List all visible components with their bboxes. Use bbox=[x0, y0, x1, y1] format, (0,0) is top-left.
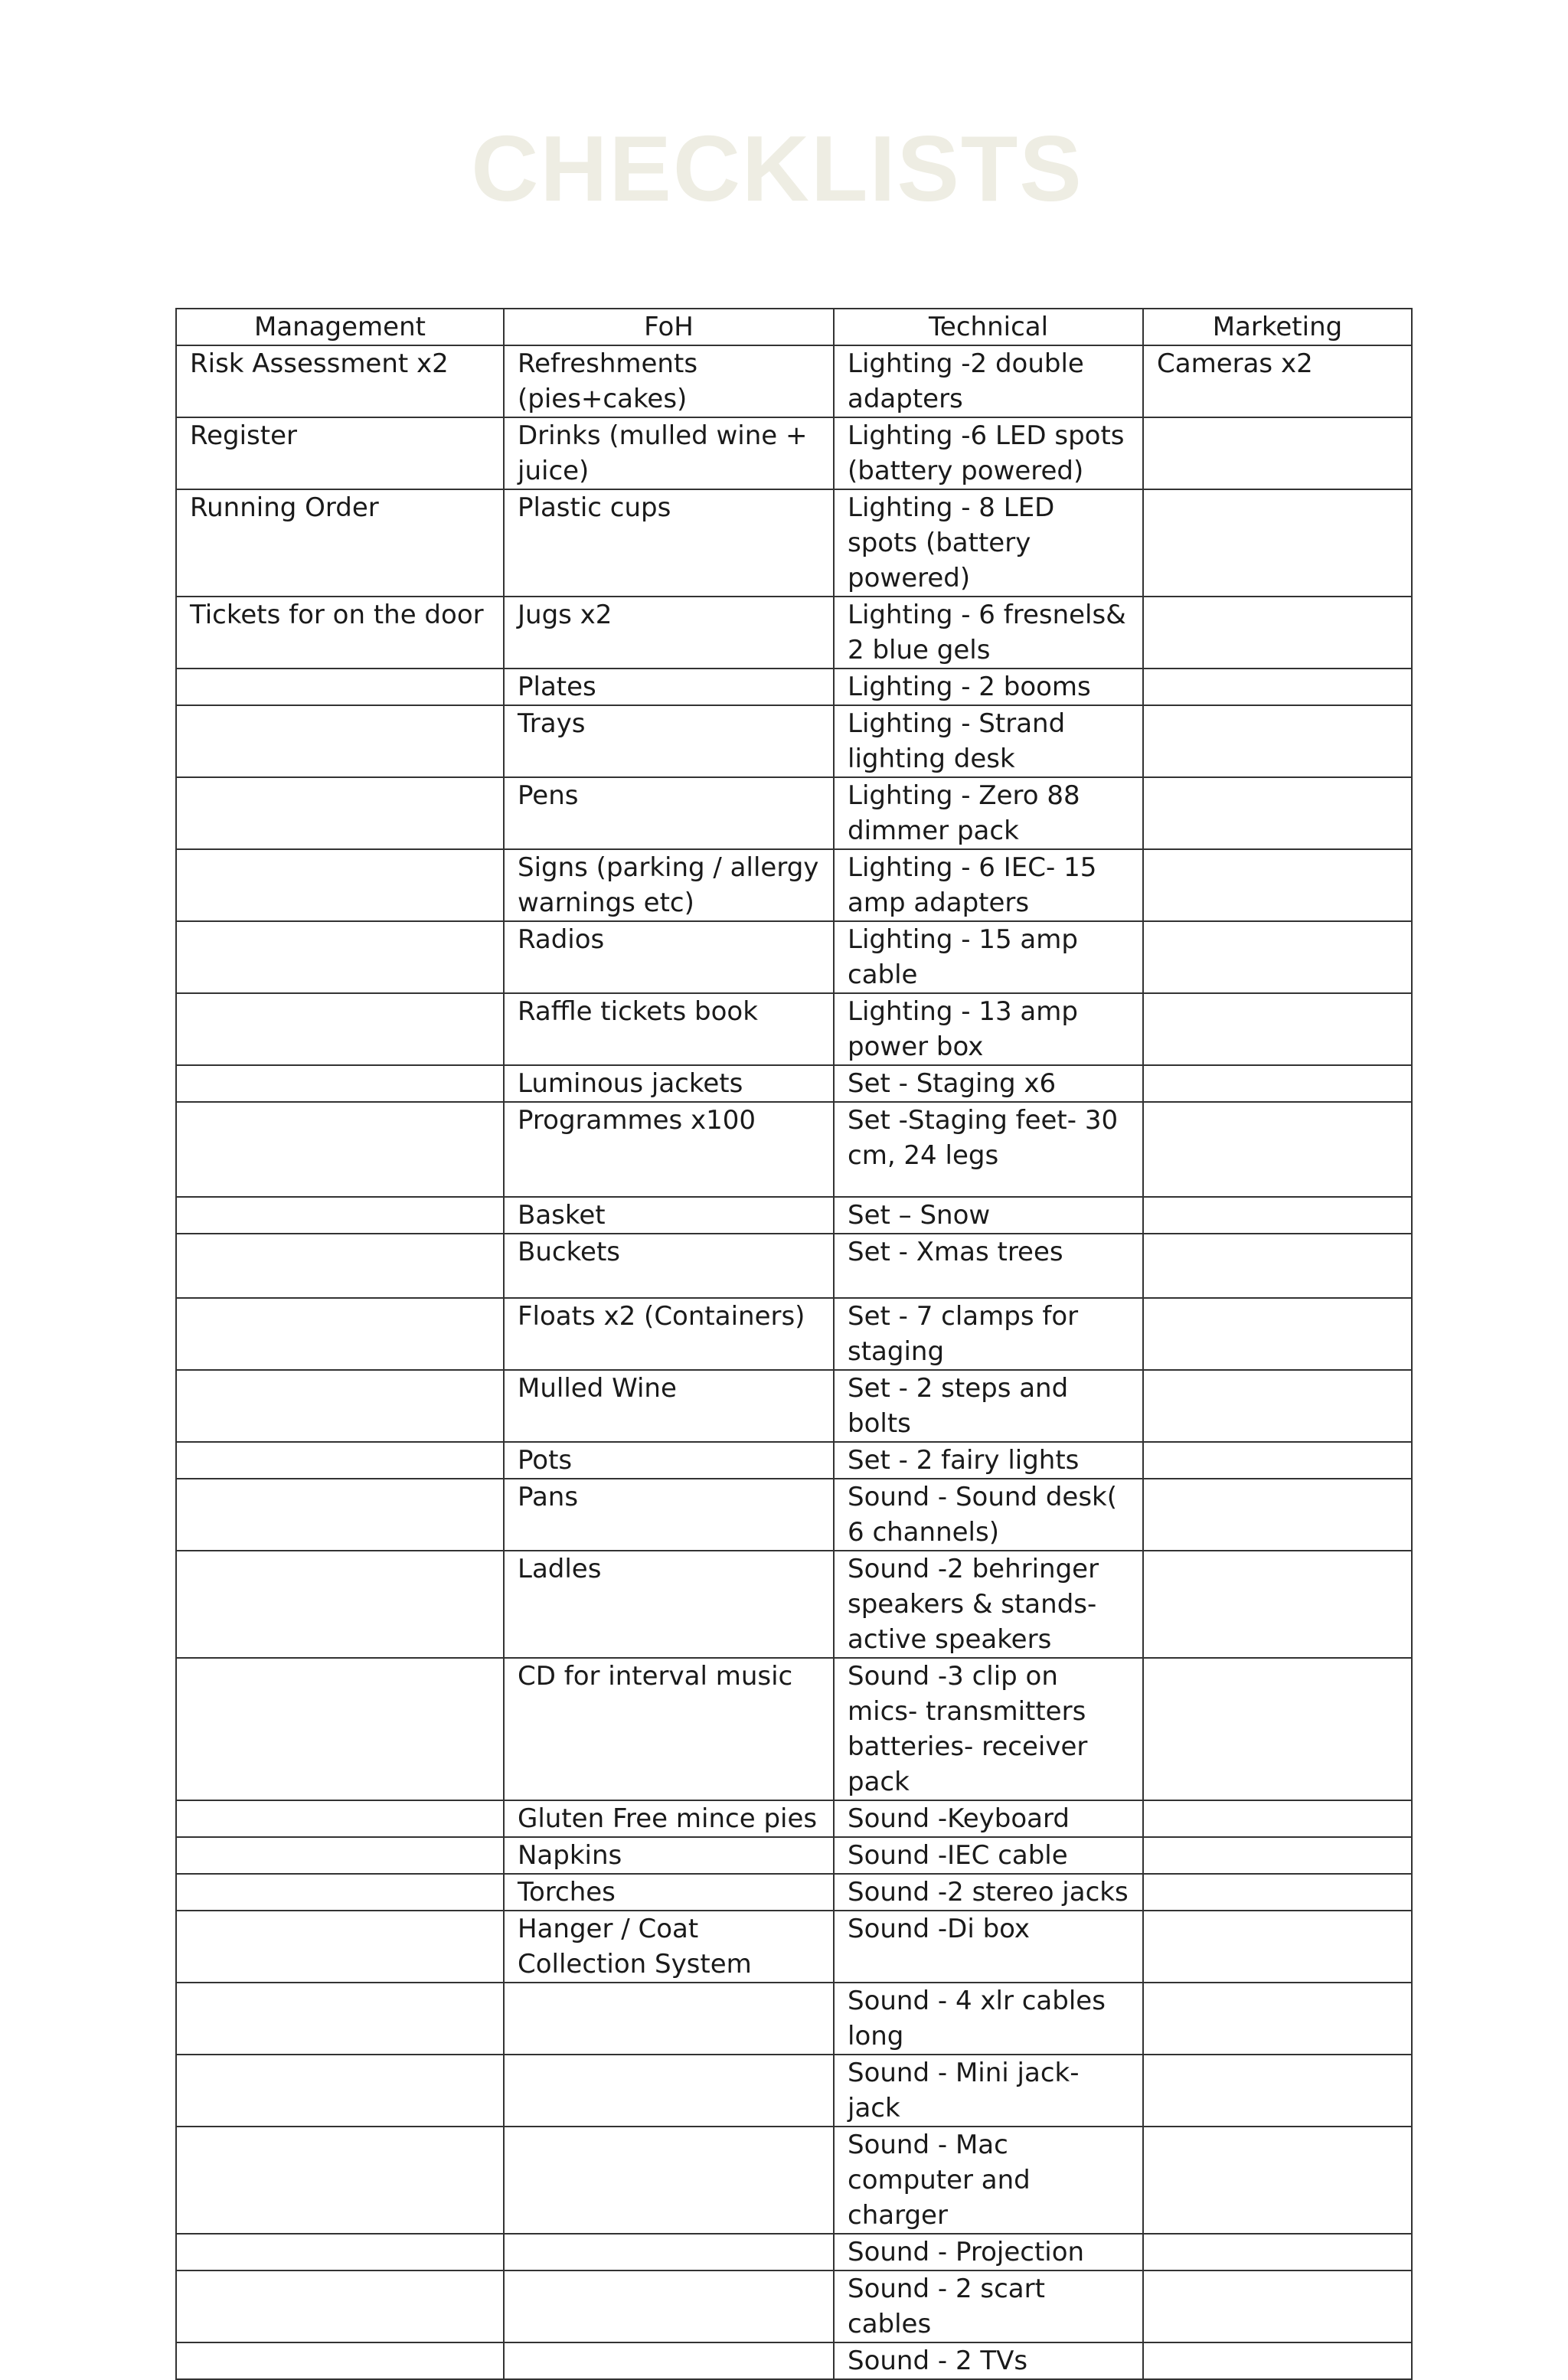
table-row bbox=[176, 921, 1412, 993]
cell-technical: Sound - 4 xlr cables long bbox=[834, 1983, 1143, 2055]
table-row bbox=[176, 345, 1412, 417]
cell-management bbox=[176, 1479, 504, 1551]
table-row bbox=[176, 849, 1412, 921]
column-header-foh: FoH bbox=[504, 309, 834, 345]
cell-marketing bbox=[1143, 1370, 1412, 1442]
cell-foh: Gluten Free mince pies bbox=[504, 1800, 834, 1837]
cell-marketing bbox=[1143, 2234, 1412, 2270]
cell-management bbox=[176, 1298, 504, 1370]
cell-foh: Signs (parking / allergy warnings etc) bbox=[504, 849, 834, 921]
cell-foh: Jugs x2 bbox=[504, 597, 834, 669]
cell-foh: Pans bbox=[504, 1479, 834, 1551]
cell-management bbox=[176, 669, 504, 705]
cell-management bbox=[176, 921, 504, 993]
table-row bbox=[176, 1800, 1412, 1837]
table-row bbox=[176, 2127, 1412, 2234]
cell-technical: Set - Xmas trees bbox=[834, 1234, 1143, 1298]
cell-marketing bbox=[1143, 2342, 1412, 2379]
cell-management bbox=[176, 2055, 504, 2127]
cell-marketing bbox=[1143, 489, 1412, 597]
cell-technical: Lighting - 2 booms bbox=[834, 669, 1143, 705]
cell-foh: Mulled Wine bbox=[504, 1370, 834, 1442]
page-title: CHECKLISTS bbox=[471, 116, 1083, 221]
cell-foh: Torches bbox=[504, 1874, 834, 1911]
cell-foh bbox=[504, 2234, 834, 2270]
cell-technical: Sound - Mac computer and charger bbox=[834, 2127, 1143, 2234]
cell-management bbox=[176, 1983, 504, 2055]
cell-technical: Lighting -2 double adapters bbox=[834, 345, 1143, 417]
cell-marketing bbox=[1143, 2055, 1412, 2127]
cell-technical: Lighting - Strand lighting desk bbox=[834, 705, 1143, 777]
cell-technical: Lighting - 13 amp power box bbox=[834, 993, 1143, 1065]
cell-management bbox=[176, 1837, 504, 1874]
table-row bbox=[176, 489, 1412, 597]
cell-technical: Sound - 2 scart cables bbox=[834, 2270, 1143, 2342]
column-header-marketing: Marketing bbox=[1143, 309, 1412, 345]
table-row bbox=[176, 1102, 1412, 1197]
cell-management bbox=[176, 1197, 504, 1234]
cell-foh: Hanger / Coat Collection System bbox=[504, 1911, 834, 1983]
cell-technical: Sound -Di box bbox=[834, 1911, 1143, 1983]
cell-marketing bbox=[1143, 705, 1412, 777]
cell-foh: Programmes x100 bbox=[504, 1102, 834, 1197]
cell-technical: Sound - 2 TVs bbox=[834, 2342, 1143, 2379]
cell-technical: Sound - Sound desk( 6 channels) bbox=[834, 1479, 1143, 1551]
table-row bbox=[176, 1983, 1412, 2055]
cell-foh: Trays bbox=[504, 705, 834, 777]
cell-technical: Sound -2 behringer speakers & stands- active speakers bbox=[834, 1551, 1143, 1658]
cell-marketing bbox=[1143, 1911, 1412, 1983]
cell-management bbox=[176, 1370, 504, 1442]
cell-technical: Sound -3 clip on mics- transmitters batteries- receiver pack bbox=[834, 1658, 1143, 1800]
cell-technical: Lighting - 15 amp cable bbox=[834, 921, 1143, 993]
cell-foh: Ladles bbox=[504, 1551, 834, 1658]
cell-technical: Lighting - 6 IEC- 15 amp adapters bbox=[834, 849, 1143, 921]
table-row bbox=[176, 1298, 1412, 1370]
cell-foh bbox=[504, 2270, 834, 2342]
cell-technical: Lighting - Zero 88 dimmer pack bbox=[834, 777, 1143, 849]
cell-foh: Plastic cups bbox=[504, 489, 834, 597]
cell-technical: Sound -Keyboard bbox=[834, 1800, 1143, 1837]
cell-technical: Sound -2 stereo jacks bbox=[834, 1874, 1143, 1911]
cell-foh: Raffle tickets book bbox=[504, 993, 834, 1065]
cell-management bbox=[176, 1234, 504, 1298]
table-row bbox=[176, 1837, 1412, 1874]
cell-marketing bbox=[1143, 1658, 1412, 1800]
cell-management bbox=[176, 993, 504, 1065]
checklist-table bbox=[175, 308, 1413, 2380]
table-row bbox=[176, 1479, 1412, 1551]
table-row bbox=[176, 705, 1412, 777]
cell-technical: Lighting -6 LED spots (battery powered) bbox=[834, 417, 1143, 489]
cell-marketing bbox=[1143, 921, 1412, 993]
table-row bbox=[176, 1234, 1412, 1298]
table-row bbox=[176, 597, 1412, 669]
cell-marketing bbox=[1143, 597, 1412, 669]
cell-management bbox=[176, 1065, 504, 1102]
cell-marketing bbox=[1143, 2127, 1412, 2234]
column-header-technical: Technical bbox=[834, 309, 1143, 345]
cell-foh: CD for interval music bbox=[504, 1658, 834, 1800]
cell-marketing bbox=[1143, 1197, 1412, 1234]
cell-foh: Plates bbox=[504, 669, 834, 705]
cell-marketing bbox=[1143, 1551, 1412, 1658]
cell-marketing bbox=[1143, 417, 1412, 489]
table-row bbox=[176, 1874, 1412, 1911]
cell-management bbox=[176, 2234, 504, 2270]
cell-foh: Refreshments (pies+cakes) bbox=[504, 345, 834, 417]
table-row bbox=[176, 1551, 1412, 1658]
cell-marketing bbox=[1143, 2270, 1412, 2342]
table-row bbox=[176, 1658, 1412, 1800]
cell-management bbox=[176, 1800, 504, 1837]
cell-technical: Lighting - 8 LED spots (battery powered) bbox=[834, 489, 1143, 597]
cell-management: Running Order bbox=[176, 489, 504, 597]
cell-marketing: Cameras x2 bbox=[1143, 345, 1412, 417]
cell-technical: Set - Staging x6 bbox=[834, 1065, 1143, 1102]
cell-marketing bbox=[1143, 1102, 1412, 1197]
table-row bbox=[176, 2342, 1412, 2379]
cell-marketing bbox=[1143, 849, 1412, 921]
cell-marketing bbox=[1143, 1234, 1412, 1298]
table-row bbox=[176, 417, 1412, 489]
cell-technical: Sound - Projection bbox=[834, 2234, 1143, 2270]
header-row bbox=[176, 309, 1412, 345]
cell-management bbox=[176, 1551, 504, 1658]
cell-foh: Radios bbox=[504, 921, 834, 993]
cell-marketing bbox=[1143, 669, 1412, 705]
cell-management bbox=[176, 1911, 504, 1983]
cell-technical: Sound - Mini jack- jack bbox=[834, 2055, 1143, 2127]
cell-management bbox=[176, 2270, 504, 2342]
checklist-body bbox=[176, 345, 1412, 2379]
table-row bbox=[176, 2234, 1412, 2270]
cell-marketing bbox=[1143, 1837, 1412, 1874]
cell-foh bbox=[504, 2055, 834, 2127]
cell-marketing bbox=[1143, 1983, 1412, 2055]
cell-technical: Set - 2 steps and bolts bbox=[834, 1370, 1143, 1442]
cell-management bbox=[176, 2342, 504, 2379]
table-row bbox=[176, 777, 1412, 849]
cell-marketing bbox=[1143, 1298, 1412, 1370]
table-row bbox=[176, 669, 1412, 705]
cell-marketing bbox=[1143, 777, 1412, 849]
table-row bbox=[176, 993, 1412, 1065]
cell-foh: Buckets bbox=[504, 1234, 834, 1298]
table-row bbox=[176, 1065, 1412, 1102]
cell-foh: Basket bbox=[504, 1197, 834, 1234]
cell-foh: Floats x2 (Containers) bbox=[504, 1298, 834, 1370]
cell-technical: Set - 2 fairy lights bbox=[834, 1442, 1143, 1479]
cell-foh bbox=[504, 1983, 834, 2055]
table-row bbox=[176, 2055, 1412, 2127]
cell-marketing bbox=[1143, 1800, 1412, 1837]
cell-foh: Pots bbox=[504, 1442, 834, 1479]
cell-management bbox=[176, 2127, 504, 2234]
cell-foh bbox=[504, 2342, 834, 2379]
cell-management bbox=[176, 1874, 504, 1911]
cell-management bbox=[176, 1658, 504, 1800]
cell-marketing bbox=[1143, 1874, 1412, 1911]
cell-technical: Set – Snow bbox=[834, 1197, 1143, 1234]
table-row bbox=[176, 1442, 1412, 1479]
cell-foh: Drinks (mulled wine + juice) bbox=[504, 417, 834, 489]
cell-technical: Lighting - 6 fresnels& 2 blue gels bbox=[834, 597, 1143, 669]
cell-foh bbox=[504, 2127, 834, 2234]
cell-management bbox=[176, 1102, 504, 1197]
column-header-management: Management bbox=[176, 309, 504, 345]
table-row bbox=[176, 1911, 1412, 1983]
table-row bbox=[176, 1370, 1412, 1442]
cell-marketing bbox=[1143, 993, 1412, 1065]
cell-marketing bbox=[1143, 1442, 1412, 1479]
table-row bbox=[176, 2270, 1412, 2342]
cell-technical: Set - 7 clamps for staging bbox=[834, 1298, 1143, 1370]
table-row bbox=[176, 1197, 1412, 1234]
cell-management: Risk Assessment x2 bbox=[176, 345, 504, 417]
cell-management bbox=[176, 849, 504, 921]
cell-foh: Napkins bbox=[504, 1837, 834, 1874]
cell-management: Register bbox=[176, 417, 504, 489]
cell-marketing bbox=[1143, 1479, 1412, 1551]
cell-foh: Pens bbox=[504, 777, 834, 849]
cell-technical: Sound -IEC cable bbox=[834, 1837, 1143, 1874]
cell-foh: Luminous jackets bbox=[504, 1065, 834, 1102]
cell-management bbox=[176, 1442, 504, 1479]
cell-marketing bbox=[1143, 1065, 1412, 1102]
cell-management bbox=[176, 777, 504, 849]
cell-management: Tickets for on the door bbox=[176, 597, 504, 669]
cell-technical: Set -Staging feet- 30 cm, 24 legs bbox=[834, 1102, 1143, 1197]
cell-management bbox=[176, 705, 504, 777]
